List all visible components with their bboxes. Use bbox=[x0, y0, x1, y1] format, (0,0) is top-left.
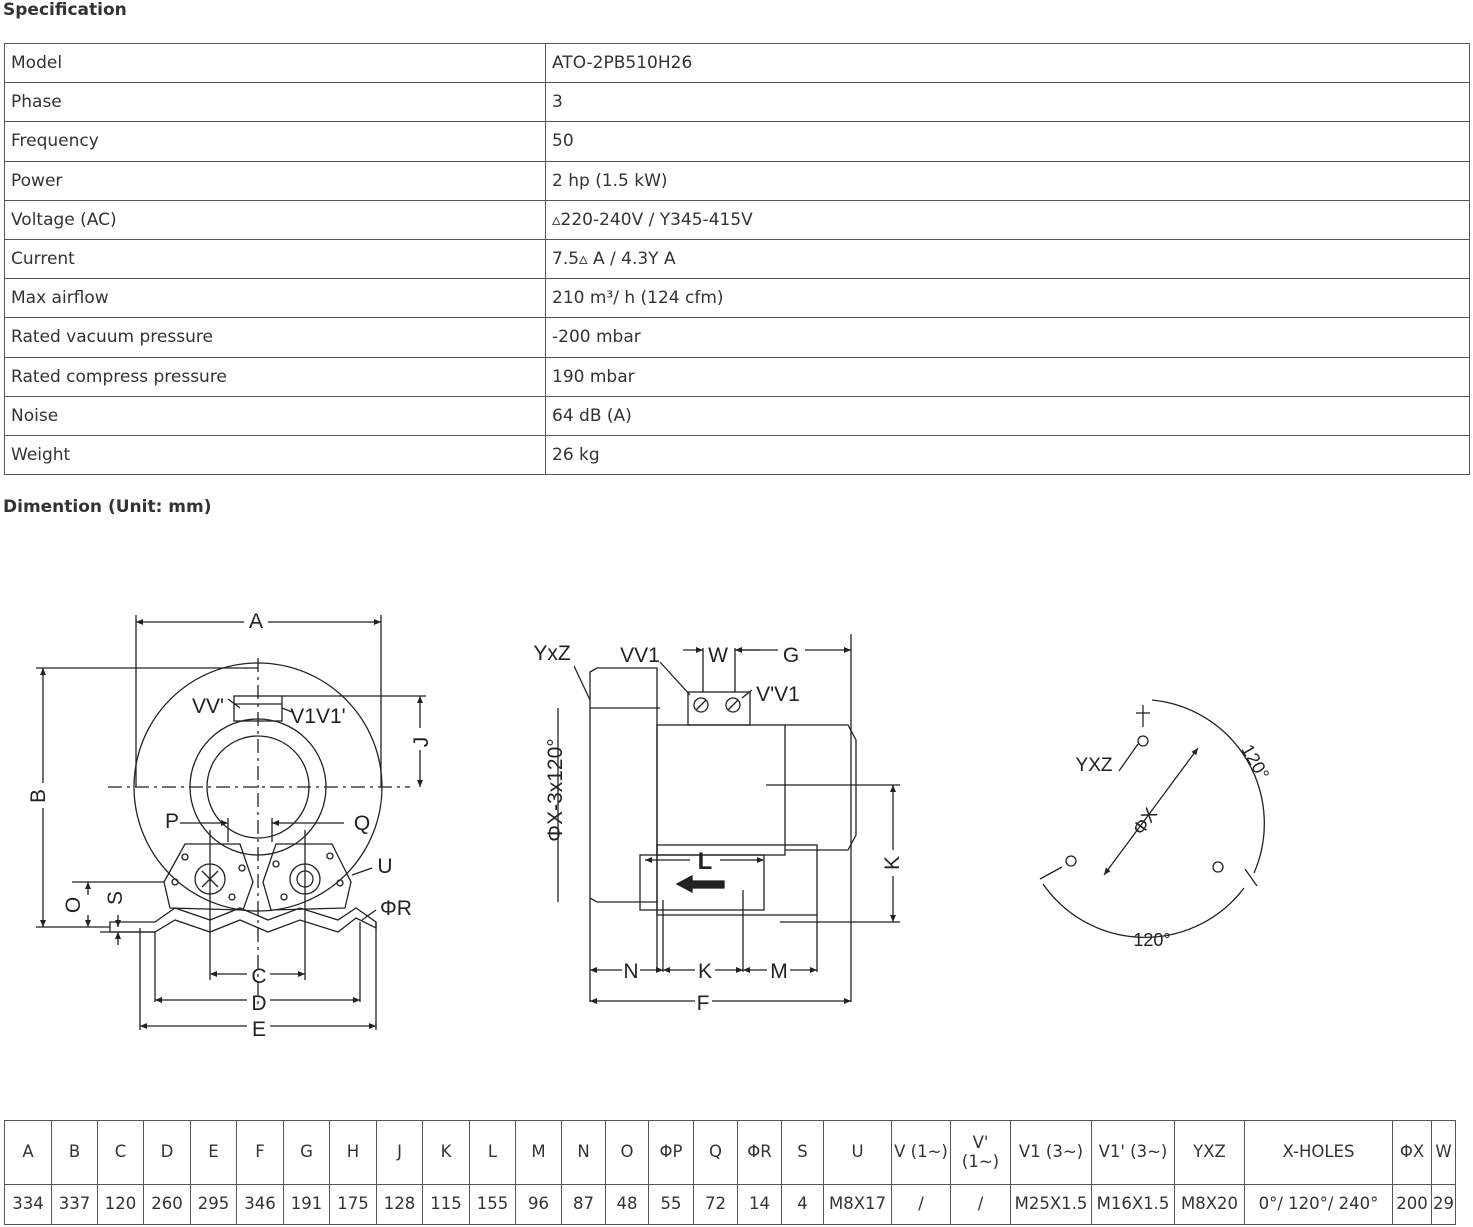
dimension-value-cell: 115 bbox=[423, 1185, 470, 1225]
spec-row bbox=[5, 396, 1470, 435]
dimension-table bbox=[4, 1120, 1456, 1225]
label-p: P bbox=[164, 810, 180, 833]
dimension-header-cell: C bbox=[98, 1121, 144, 1185]
dimension-value-cell: M25X1.5 bbox=[1011, 1185, 1092, 1225]
label-v1v1: V1V1' bbox=[290, 705, 346, 728]
spec-row bbox=[5, 357, 1470, 396]
dimension-header-cell: F bbox=[237, 1121, 284, 1185]
dimension-header-cell: A bbox=[5, 1121, 52, 1185]
label-a: A bbox=[248, 610, 264, 633]
dimension-value-cell: M8X17 bbox=[824, 1185, 892, 1225]
dimension-value-cell: M8X20 bbox=[1175, 1185, 1245, 1225]
label-s: S bbox=[104, 890, 127, 906]
dimension-value-cell: 0°/ 120°/ 240° bbox=[1245, 1185, 1393, 1225]
side-view bbox=[558, 634, 900, 1002]
label-vv: VV' bbox=[191, 695, 225, 718]
dimension-value-cell: 120 bbox=[98, 1185, 144, 1225]
dimension-heading: Dimention (Unit: mm) bbox=[3, 497, 212, 517]
label-c: C bbox=[251, 965, 267, 988]
spec-row bbox=[5, 200, 1470, 239]
dimension-header-cell: G bbox=[284, 1121, 330, 1185]
spec-value: ATO-2PB510H26 bbox=[546, 44, 1470, 83]
dimension-value-cell: / bbox=[951, 1185, 1011, 1225]
spec-label: Rated compress pressure bbox=[5, 357, 546, 396]
dimension-header-cell: K bbox=[423, 1121, 470, 1185]
label-o: O bbox=[62, 896, 85, 914]
dimension-value-cell: 346 bbox=[237, 1185, 284, 1225]
dimension-value-cell: 72 bbox=[694, 1185, 738, 1225]
label-u: U bbox=[377, 855, 393, 878]
dimension-header-cell: N bbox=[562, 1121, 606, 1185]
specification-heading: Specification bbox=[3, 0, 127, 20]
spec-label: Weight bbox=[5, 435, 546, 474]
dimension-value-cell: 128 bbox=[377, 1185, 423, 1225]
dimension-header-cell: H bbox=[330, 1121, 377, 1185]
dimension-header-cell: ΦX bbox=[1393, 1121, 1432, 1185]
spec-label: Model bbox=[5, 44, 546, 83]
spec-row bbox=[5, 435, 1470, 474]
spec-value: 3 bbox=[546, 83, 1470, 122]
dimension-value-cell: 48 bbox=[606, 1185, 649, 1225]
dimension-header-cell: B bbox=[52, 1121, 98, 1185]
dimension-value-cell: 200 bbox=[1393, 1185, 1432, 1225]
dimension-header-cell: L bbox=[470, 1121, 516, 1185]
label-m: M bbox=[770, 960, 788, 983]
label-angle-2: 120° bbox=[1133, 930, 1171, 950]
dimension-header-cell: V (1~) bbox=[892, 1121, 951, 1185]
dimension-value-cell: 4 bbox=[782, 1185, 824, 1225]
dimension-header-cell: X-HOLES bbox=[1245, 1121, 1393, 1185]
label-k-bottom: K bbox=[697, 960, 713, 983]
dimension-header-cell: V' (1~) bbox=[951, 1121, 1011, 1185]
dimension-value-cell: 337 bbox=[52, 1185, 98, 1225]
label-f: F bbox=[696, 992, 710, 1015]
dimension-header-cell: E bbox=[191, 1121, 237, 1185]
dimension-header-cell: ΦR bbox=[738, 1121, 782, 1185]
label-yxz-side: YxZ bbox=[533, 642, 571, 665]
dimension-value-cell: 96 bbox=[516, 1185, 562, 1225]
spec-row bbox=[5, 239, 1470, 278]
spec-label: Current bbox=[5, 239, 546, 278]
spec-value: ▵220-240V / Y345-415V bbox=[546, 200, 1470, 239]
dimension-value-cell: 260 bbox=[144, 1185, 191, 1225]
spec-row bbox=[5, 279, 1470, 318]
dimension-header-cell: V1 (3~) bbox=[1011, 1121, 1092, 1185]
spec-row bbox=[5, 83, 1470, 122]
dimension-value-cell: 14 bbox=[738, 1185, 782, 1225]
label-vv1: VV1 bbox=[620, 644, 660, 667]
label-g: G bbox=[782, 644, 800, 667]
spec-label: Rated vacuum pressure bbox=[5, 318, 546, 357]
dimension-value-cell: 155 bbox=[470, 1185, 516, 1225]
spec-label: Power bbox=[5, 161, 546, 200]
dimension-header-cell: U bbox=[824, 1121, 892, 1185]
spec-label: Max airflow bbox=[5, 279, 546, 318]
spec-row bbox=[5, 44, 1470, 83]
dimension-value-cell: 87 bbox=[562, 1185, 606, 1225]
spec-value: -200 mbar bbox=[546, 318, 1470, 357]
spec-value: 210 m³/ h (124 cfm) bbox=[546, 279, 1470, 318]
label-k-side: K bbox=[881, 855, 904, 871]
label-phi-x: ΦX bbox=[1128, 804, 1163, 840]
spec-value: 26 kg bbox=[546, 435, 1470, 474]
label-d: D bbox=[251, 992, 267, 1015]
spec-label: Voltage (AC) bbox=[5, 200, 546, 239]
label-n: N bbox=[623, 960, 639, 983]
label-angle-1: 120° bbox=[1237, 740, 1274, 784]
dimension-value-cell: 55 bbox=[649, 1185, 694, 1225]
spec-label: Phase bbox=[5, 83, 546, 122]
spec-value: 50 bbox=[546, 122, 1470, 161]
dimension-header-cell: ΦP bbox=[649, 1121, 694, 1185]
dimension-value-cell: 29 bbox=[1432, 1185, 1456, 1225]
label-phi-x-3x120: ΦX-3x120° bbox=[544, 738, 567, 842]
dimension-value-cell: 295 bbox=[191, 1185, 237, 1225]
label-l: L bbox=[697, 848, 713, 875]
dimension-header-cell: D bbox=[144, 1121, 191, 1185]
dimension-header-cell: M bbox=[516, 1121, 562, 1185]
label-w: W bbox=[708, 644, 728, 667]
label-v1: V'V1 bbox=[756, 683, 800, 706]
label-q: Q bbox=[353, 812, 371, 835]
label-b: B bbox=[27, 788, 50, 804]
dimension-value-cell: 191 bbox=[284, 1185, 330, 1225]
dimension-value-cell: / bbox=[892, 1185, 951, 1225]
label-j: J bbox=[410, 736, 433, 748]
spec-label: Noise bbox=[5, 396, 546, 435]
dimension-header-cell: W bbox=[1432, 1121, 1456, 1185]
label-e: E bbox=[251, 1018, 267, 1041]
dimension-value-cell: M16X1.5 bbox=[1092, 1185, 1175, 1225]
dimension-header-cell: YXZ bbox=[1175, 1121, 1245, 1185]
spec-value: 2 hp (1.5 kW) bbox=[546, 161, 1470, 200]
dimension-value-row bbox=[5, 1185, 1456, 1225]
dimension-header-cell: O bbox=[606, 1121, 649, 1185]
dimension-value-cell: 334 bbox=[5, 1185, 52, 1225]
spec-row bbox=[5, 122, 1470, 161]
label-yxz-holes: YXZ bbox=[1075, 755, 1113, 776]
spec-value: 7.5▵ A / 4.3Y A bbox=[546, 239, 1470, 278]
dimension-header-row bbox=[5, 1121, 1456, 1185]
dimension-header-cell: V1' (3~) bbox=[1092, 1121, 1175, 1185]
spec-label: Frequency bbox=[5, 122, 546, 161]
dimension-value-cell: 175 bbox=[330, 1185, 377, 1225]
label-phi-r: ΦR bbox=[380, 897, 412, 920]
spec-row bbox=[5, 318, 1470, 357]
specification-table bbox=[4, 43, 1470, 475]
dimension-drawing bbox=[0, 570, 1473, 1050]
spec-row bbox=[5, 161, 1470, 200]
dimension-header-cell: Q bbox=[694, 1121, 738, 1185]
dimension-header-cell: J bbox=[377, 1121, 423, 1185]
spec-value: 64 dB (A) bbox=[546, 396, 1470, 435]
spec-value: 190 mbar bbox=[546, 357, 1470, 396]
dimension-header-cell: S bbox=[782, 1121, 824, 1185]
